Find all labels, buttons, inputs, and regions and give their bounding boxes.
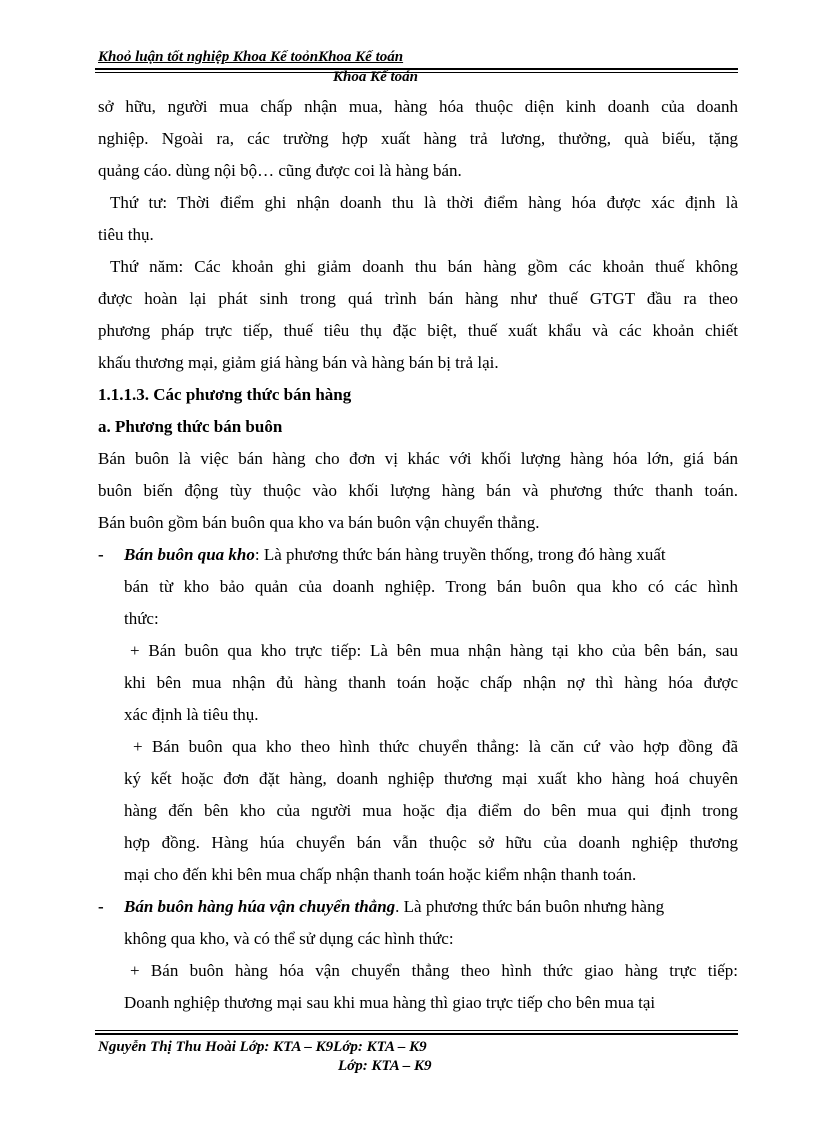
paragraph-line: ký kết hoặc đơn đặt hàng, doanh nghiệp thương mại xuất kho hàng hoá chuyên (124, 769, 738, 788)
subsection-heading: a. Phương thức bán buôn (98, 417, 283, 436)
footer-rule-thick (95, 1033, 738, 1035)
list-item (98, 891, 738, 923)
paragraph-line: bán từ kho bảo quản của doanh nghiệp. Trong bán buôn qua kho có các hình (124, 577, 738, 596)
paragraph-line: tiêu thụ. (98, 225, 154, 244)
paragraph-line: hàng đến bên kho của người mua hoặc địa điểm do bên mua qui định trong (124, 801, 738, 820)
list-item (98, 539, 738, 571)
paragraph-line: khi bên mua nhận đủ hàng thanh toán hoặc chấp nhận nợ thì hàng hóa được (124, 673, 738, 692)
section-heading: 1.1.1.3. Các phương thức bán hàng (98, 385, 352, 404)
paragraph-line: mại cho đến khi bên mua chấp nhận thanh toán hoặc kiểm nhận thanh toán. (124, 865, 637, 884)
paragraph-line: được hoàn lại phát sinh trong quá trình bán hàng như thuế GTGT đầu ra theo (98, 289, 738, 308)
paragraph-line: xác định là tiêu thụ. (124, 705, 259, 724)
paragraph-line: khấu thương mại, giảm giá hàng bán và hàng bán bị trả lại. (98, 353, 499, 372)
paragraph-line: + Bán buôn qua kho theo hình thức chuyển thẳng: là căn cứ vào hợp đồng đã (133, 737, 738, 756)
paragraph-line: + Bán buôn qua kho trực tiếp: Là bên mua nhận hàng tại kho của bên bán, sau (130, 641, 738, 660)
paragraph-line: không qua kho, và có thể sử dụng các hình thức: (124, 929, 454, 948)
list-item-text: : Là phương thức bán hàng truyền thống, trong đó hàng xuất (254, 545, 666, 564)
list-item-term: Bán buôn qua kho (124, 545, 255, 564)
paragraph-line: phương pháp trực tiếp, thuế tiêu thụ đặc biệt, thuế xuất khẩu và các khoản chiết (98, 321, 738, 340)
paragraph-line: Thứ năm: Các khoản ghi giảm doanh thu bán hàng gồm các khoản thuế không (110, 257, 738, 276)
dash-marker: - (98, 545, 104, 564)
paragraph-line: nghiệp. Ngoài ra, các trường hợp xuất hàng trả lương, thưởng, quà biếu, tặng (98, 129, 738, 148)
header-department: Khoa Kế toán (333, 69, 419, 85)
paragraph-line: Bán buôn gồm bán buôn qua kho va bán buôn vận chuyển thẳng. (98, 513, 540, 532)
header-title: Khoỏ luận tốt nghiệp Khoa Kế toỏnKhoa Kế toán (98, 49, 404, 65)
paragraph-line: buôn biến động tùy thuộc vào khối lượng hàng bán và phương thức thanh toán. (98, 481, 738, 500)
footer-rule-thin (95, 1030, 738, 1031)
paragraph-line: Bán buôn là việc bán hàng cho đơn vị khác với khối lượng hàng hóa lớn, giá bán (98, 449, 738, 468)
footer-author: Nguyễn Thị Thu Hoài Lớp: KTA – K9Lớp: KTA – K9 (98, 1039, 427, 1055)
footer-class: Lớp: KTA – K9 (338, 1058, 432, 1074)
dash-marker: - (98, 897, 104, 916)
paragraph-line: hợp đồng. Hàng húa chuyển bán vẫn thuộc sở hữu của doanh nghiệp thương (124, 833, 738, 852)
paragraph-line: + Bán buôn hàng hóa vận chuyển thẳng theo hình thức giao hàng trực tiếp: (130, 961, 738, 980)
paragraph-line: quảng cáo. dùng nội bộ… cũng được coi là hàng bán. (98, 161, 462, 180)
list-item-term: Bán buôn hàng húa vận chuyển thẳng (124, 897, 396, 916)
document-body (98, 91, 738, 1019)
paragraph-line: Thứ tư: Thời điểm ghi nhận doanh thu là thời điểm hàng hóa được xác định là (110, 193, 738, 212)
list-item-text: . Là phương thức bán buôn nhưng hàng (395, 897, 665, 916)
paragraph-line: thức: (124, 609, 159, 628)
paragraph-line: Doanh nghiệp thương mại sau khi mua hàng thì giao trực tiếp cho bên mua tại (124, 993, 656, 1012)
paragraph-line: sở hữu, người mua chấp nhận mua, hàng hóa thuộc diện kinh doanh của doanh (98, 97, 738, 116)
